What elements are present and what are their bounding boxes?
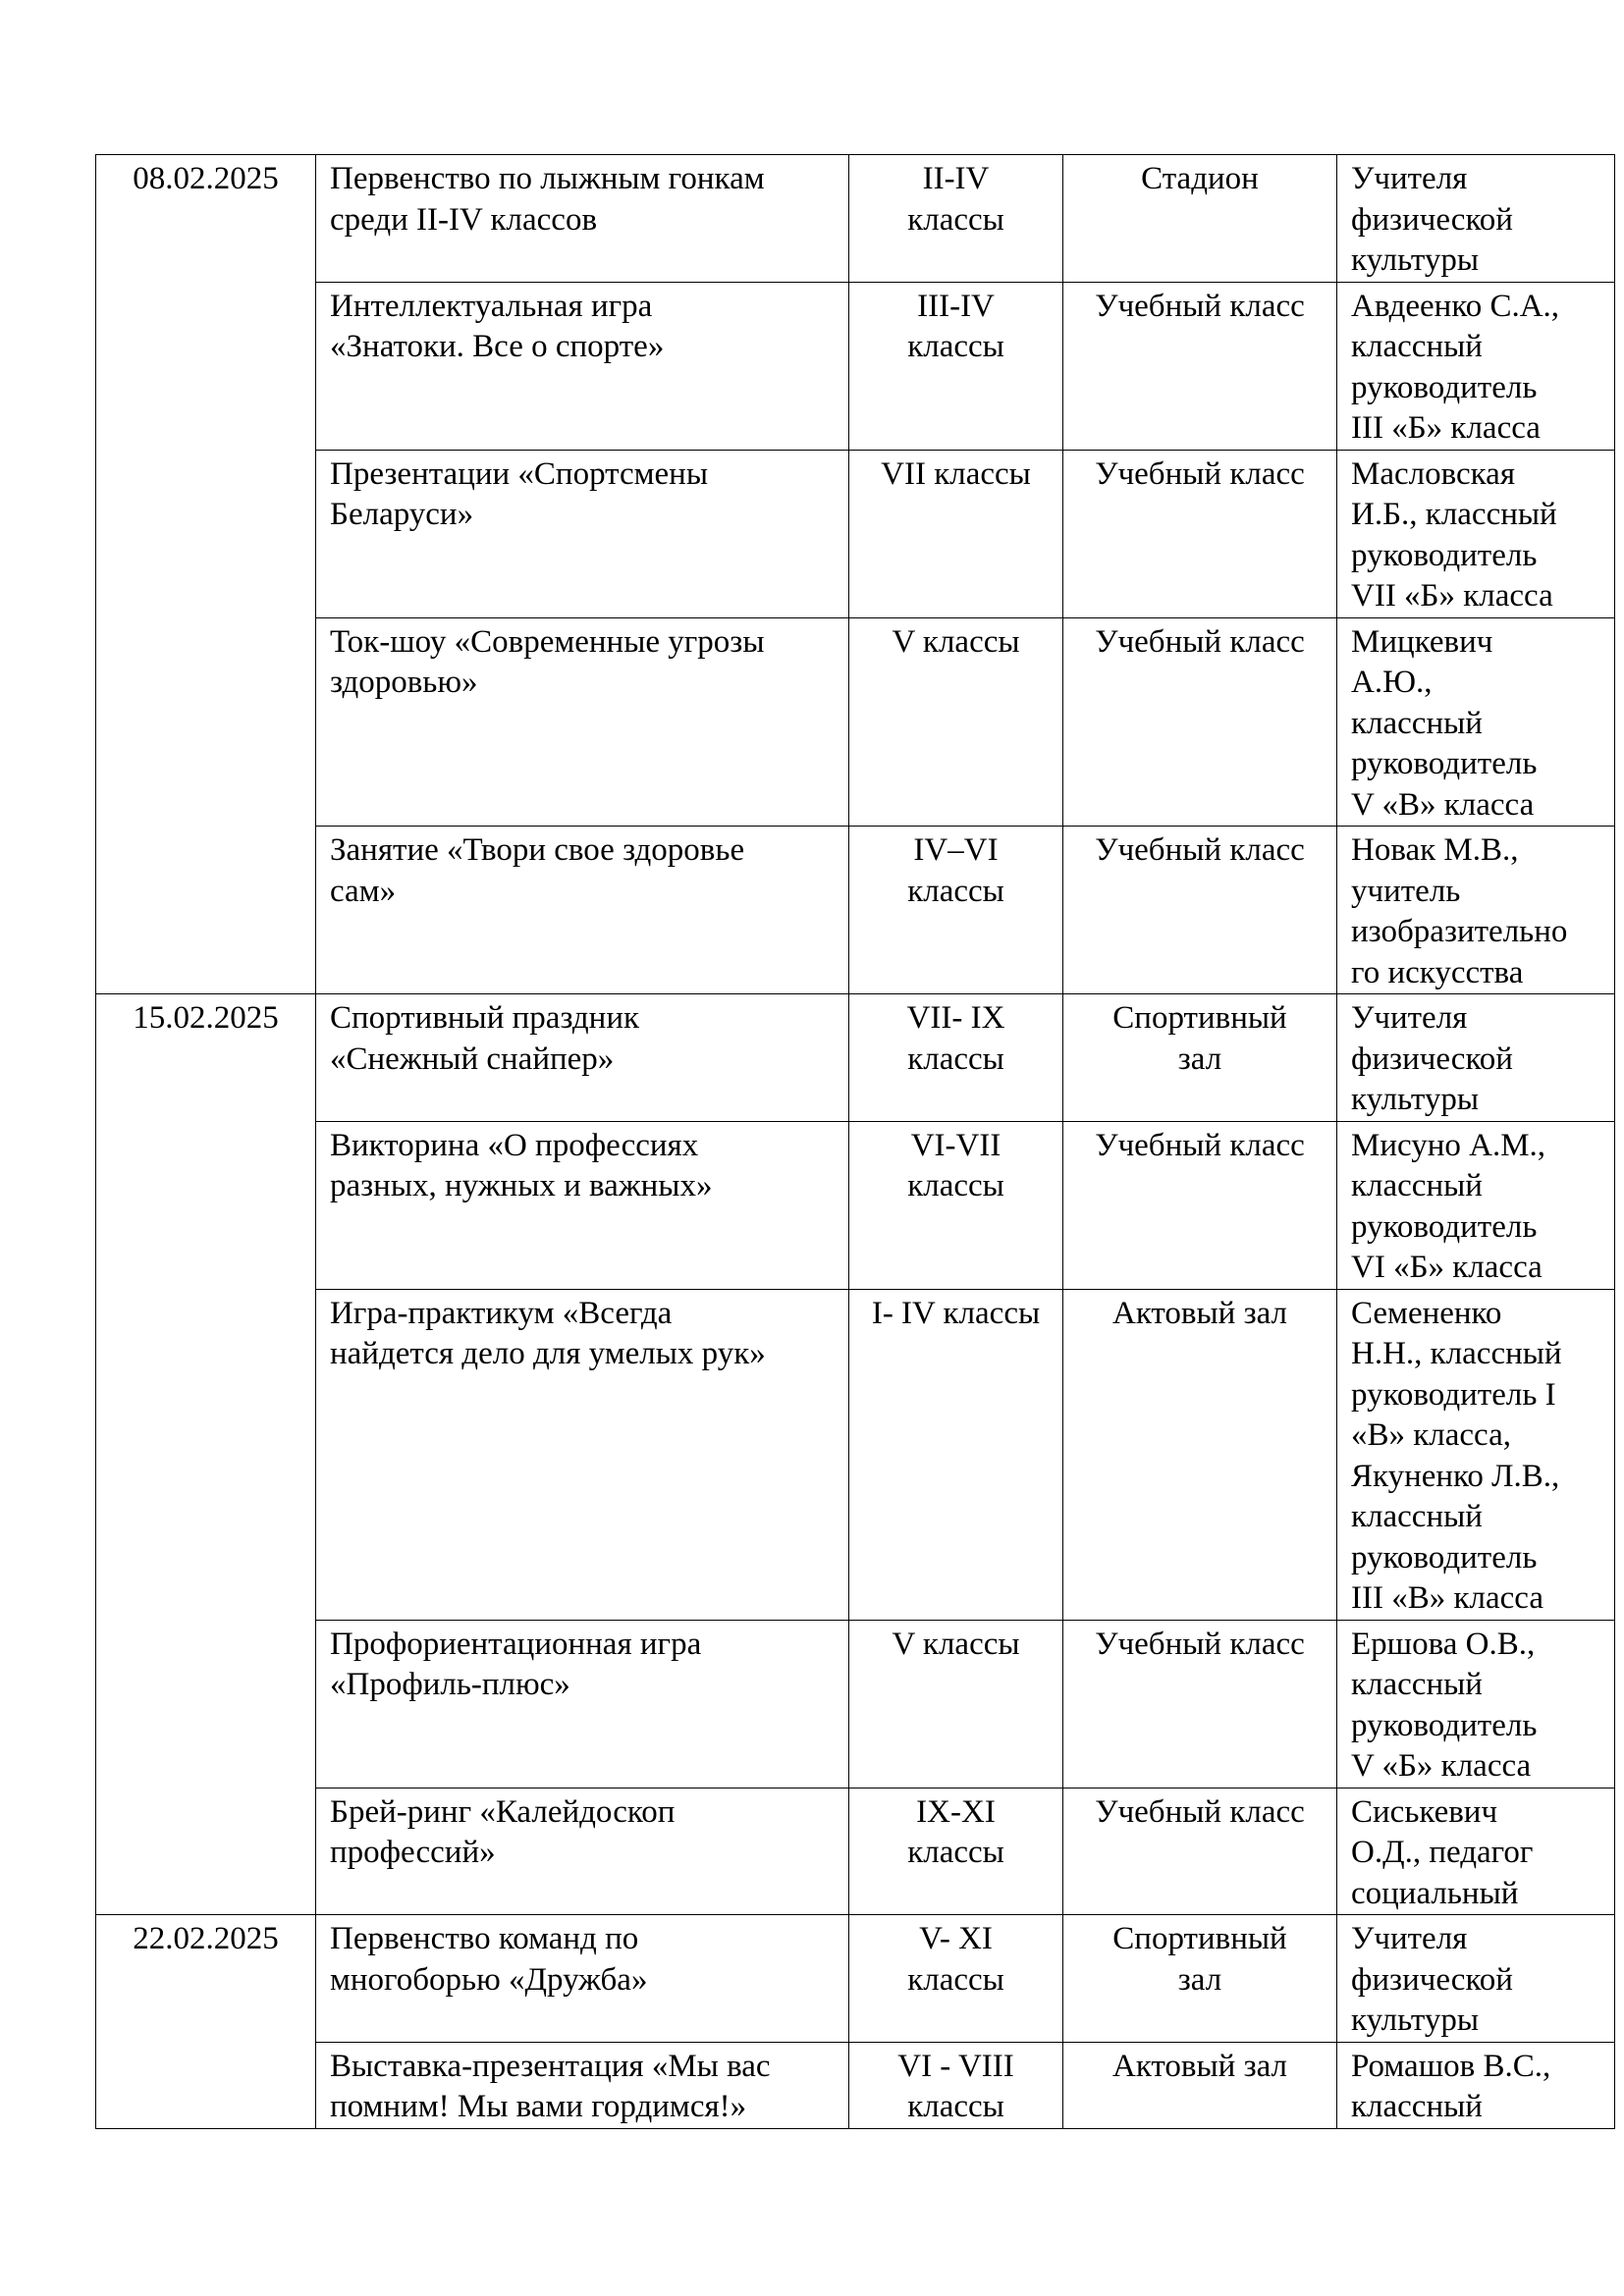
place-cell: Актовый зал xyxy=(1063,1289,1337,1620)
place-cell: Учебный класс xyxy=(1063,282,1337,450)
place-cell: Учебный класс xyxy=(1063,1788,1337,1915)
classes-cell: III-IV классы xyxy=(849,282,1063,450)
responsible-cell: Мисуно А.М., классный руководитель VI «Б» класса xyxy=(1337,1121,1615,1289)
responsible-cell: Учителя физической культуры xyxy=(1337,994,1615,1122)
responsible-cell: Сиськевич О.Д., педагог социальный xyxy=(1337,1788,1615,1915)
classes-cell: VI-VII классы xyxy=(849,1121,1063,1289)
event-cell: Спортивный праздник «Снежный снайпер» xyxy=(316,994,849,1122)
table-row xyxy=(96,1620,1615,1788)
place-cell: Учебный класс xyxy=(1063,1620,1337,1788)
responsible-cell: Семененко Н.Н., классный руководитель I «В» класса, Якуненко Л.В., классный руководитель III «В» класса xyxy=(1337,1289,1615,1620)
classes-cell: I- IV классы xyxy=(849,1289,1063,1620)
place-cell: Учебный класс xyxy=(1063,450,1337,617)
responsible-cell: Масловская И.Б., классный руководитель VII «Б» класса xyxy=(1337,450,1615,617)
classes-cell: VI - VIII классы xyxy=(849,2042,1063,2128)
event-cell: Выставка-презентация «Мы вас помним! Мы вами гордимся!» xyxy=(316,2042,849,2128)
table-row xyxy=(96,450,1615,617)
place-cell: Учебный класс xyxy=(1063,827,1337,994)
responsible-cell: Учителя физической культуры xyxy=(1337,1915,1615,2043)
classes-cell: VII классы xyxy=(849,450,1063,617)
classes-cell: V классы xyxy=(849,617,1063,827)
table-row xyxy=(96,994,1615,1122)
table-row xyxy=(96,1121,1615,1289)
date-cell: 08.02.2025 xyxy=(96,155,316,994)
table-row xyxy=(96,617,1615,827)
event-cell: Презентации «Спортсмены Беларуси» xyxy=(316,450,849,617)
classes-cell: V- XI классы xyxy=(849,1915,1063,2043)
responsible-cell: Мицкевич А.Ю., классный руководитель V «В» класса xyxy=(1337,617,1615,827)
event-cell: Занятие «Твори свое здоровье сам» xyxy=(316,827,849,994)
table-row xyxy=(96,155,1615,283)
event-cell: Игра-практикум «Всегда найдется дело для умелых рук» xyxy=(316,1289,849,1620)
classes-cell: V классы xyxy=(849,1620,1063,1788)
responsible-cell: Новак М.В., учитель изобразительно го искусства xyxy=(1337,827,1615,994)
classes-cell: IV–VI классы xyxy=(849,827,1063,994)
classes-cell: IX-XI классы xyxy=(849,1788,1063,1915)
classes-cell: VII- IX классы xyxy=(849,994,1063,1122)
event-cell: Ток-шоу «Современные угрозы здоровью» xyxy=(316,617,849,827)
event-cell: Интеллектуальная игра «Знатоки. Все о спорте» xyxy=(316,282,849,450)
table-row xyxy=(96,1289,1615,1620)
place-cell: Спортивный зал xyxy=(1063,1915,1337,2043)
date-cell: 22.02.2025 xyxy=(96,1915,316,2129)
table-row xyxy=(96,827,1615,994)
events-schedule-table xyxy=(95,154,1615,2129)
place-cell: Стадион xyxy=(1063,155,1337,283)
event-cell: Брей-ринг «Калейдоскоп профессий» xyxy=(316,1788,849,1915)
table-row xyxy=(96,282,1615,450)
event-cell: Викторина «О профессиях разных, нужных и важных» xyxy=(316,1121,849,1289)
event-cell: Первенство команд по многоборью «Дружба» xyxy=(316,1915,849,2043)
responsible-cell: Ершова О.В., классный руководитель V «Б» класса xyxy=(1337,1620,1615,1788)
event-cell: Профориентационная игра «Профиль-плюс» xyxy=(316,1620,849,1788)
place-cell: Учебный класс xyxy=(1063,1121,1337,1289)
place-cell: Актовый зал xyxy=(1063,2042,1337,2128)
place-cell: Спортивный зал xyxy=(1063,994,1337,1122)
table-row xyxy=(96,1788,1615,1915)
classes-cell: II-IV классы xyxy=(849,155,1063,283)
responsible-cell: Ромашов В.С., классный xyxy=(1337,2042,1615,2128)
table-row xyxy=(96,2042,1615,2128)
table-row xyxy=(96,1915,1615,2043)
place-cell: Учебный класс xyxy=(1063,617,1337,827)
event-cell: Первенство по лыжным гонкам среди II-IV классов xyxy=(316,155,849,283)
responsible-cell: Учителя физической культуры xyxy=(1337,155,1615,283)
date-cell: 15.02.2025 xyxy=(96,994,316,1915)
responsible-cell: Авдеенко С.А., классный руководитель III «Б» класса xyxy=(1337,282,1615,450)
